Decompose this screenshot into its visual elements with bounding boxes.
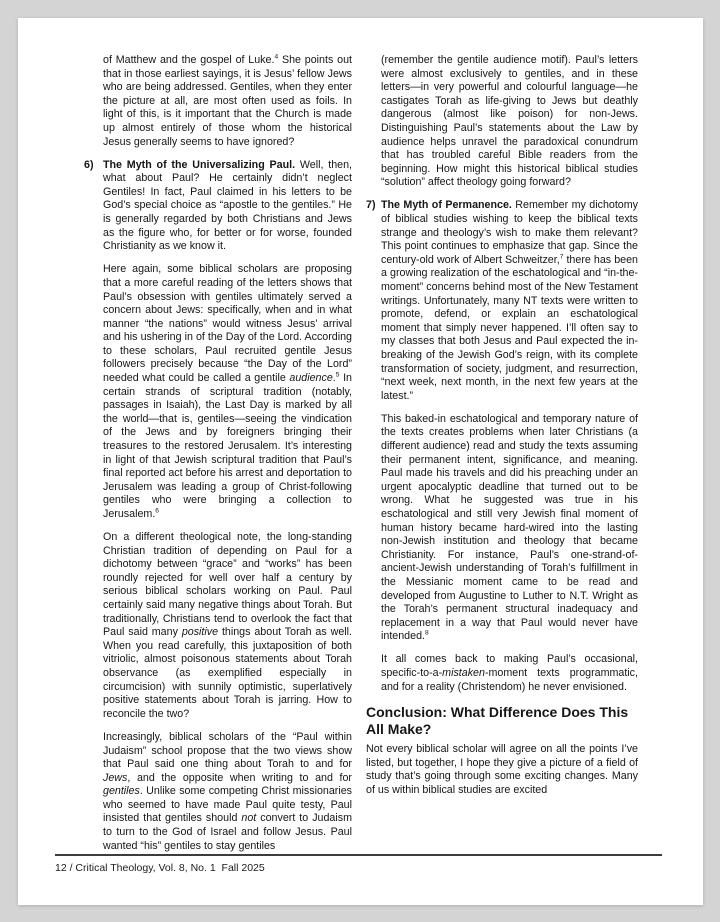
- journal-page: [18, 18, 703, 905]
- paragraph-text: This baked-in eschatological and temporary nature of the texts creates problems when later Christians (a different audience) read and study the texts assuming their permanent intent, significance, and meaning. Paul made his travels and did his preaching under an urgent apocalyptic deadline that turned out to be wrong. What he suggested was true in his eschatological and still very Jewish final moment of human history became hard-wired into the lasting non-Jewish institution and theology that became Christianity. For instance, Paul’s one-strand-of-ancient-Jewish understanding of Torah’s fulfillment in the Messianic moment came to be read and developed from Augustine to Luther to N.T. Wright as the Torah’s permanent structural inadequacy and replacement in a way that Paul would never have intended.$^8$: [381, 412, 638, 643]
- paragraph-text: The Myth of Permanence. Remember my dichotomy of biblical studies wishing to keep the biblical texts strange and theology’s wish to make them relevant? This point continues to emphasize that gap. Since the century-old work of Albert Schweitzer,$^7$ there has been a growing realization of the eschatological and “in-the-moment” concerns behind most of the New Testament writings. Unfortunately, many NT texts were written to promote, defend, or explain an eschatological moment that simply never happened. I’ll often say to my classes that both Jesus and Paul expected the in-breaking of the Jewish God’s reign, with its complete transformation of society, judgment, and resurrection, “next week, next month, in the next few years at the latest.”: [381, 199, 639, 402]
- numbered-item: [84, 158, 352, 254]
- paragraph: [103, 263, 352, 521]
- paragraph-text: It all comes back to making Paul’s occasional, specific-to-a-mistaken-moment texts programmatic, and for a reality (Christendom) he never envisioned.: [381, 653, 638, 693]
- item-number: 7): [366, 199, 376, 212]
- paragraph-text: (remember the gentile audience motif). Paul’s letters were almost exclusively to gentiles, and in these letters—in very powerful and colourful language—he castigates Torah as life-giving to Jews but deathly dangerous (almost like poison) for non-Jews. Distinguishing Paul’s statements about the Law by audience helps unravel the paradoxical conundrum that has troubled careful Bible readers from the beginning. How might this historical biblical studies “solution” affect theology going forward?: [381, 54, 638, 189]
- right-column: [366, 54, 638, 807]
- paragraph-text: Here again, some biblical scholars are proposing that a more careful reading of the letters shows that Paul’s obsession with gentiles ultimately served a concern about Jews: specifically, when and in what manner “the nations” would witness Jesus’ arrival and his ushering in of the Day of the Lord. According to these scholars, Paul recruited gentile Jesus followers precisely because “the Day of the Lord” needed what could be called a gentile audience.$^5$ In certain strands of scriptural tradition (notably, passages in Isaiah), the Last Day is marked by all the world—that is, gentiles—seeing the vindication of the Jews and by foreigners bringing their treasures to the restored Jerusalem. It’s interesting in light of that Jewish scriptural tradition that Paul’s final reported act before his arrest and deportation to Jerusalem was leading a group of Christ-following gentiles who were bringing a collection to Jerusalem.$^6$: [103, 263, 352, 520]
- paragraph: [381, 653, 638, 694]
- paragraph: [103, 531, 352, 721]
- paragraph: [103, 54, 352, 149]
- paragraph: [381, 413, 638, 644]
- footer-divider: [55, 854, 662, 856]
- paragraph: [366, 743, 638, 797]
- paragraph-text: Not every biblical scholar will agree on all the points I’ve listed, but together, I hope they give a picture of a field of study that’s going through some exciting changes. Many of us within biblical studies are excited: [366, 743, 638, 796]
- page-footer: 12 / Critical Theology, Vol. 8, No. 1 Fall 2025: [55, 862, 265, 874]
- paragraph-text: Increasingly, biblical scholars of the “Paul within Judaism” school propose that the two views show that Paul said one thing about Torah to and for Jews, and the opposite when writing to and for gentiles. Unlike some competing Christ missionaries who seemed to have made Paul quite testy, Paul insisted that gentiles should not convert to Judaism to turn to the God of Israel and follow Jesus. Paul wanted “his” gentiles to stay gentiles: [103, 730, 352, 852]
- paragraph: [381, 54, 638, 190]
- paragraph-text: of Matthew and the gospel of Luke.$^4$ She points out that in those earliest sayings, it is Jesus’ fellow Jews who are being addressed. Gentiles, when they enter the picture at all, are most often used as foils. In light of this, is it important that the Church is made up almost entirely of those whom the historical Jesus generally seems to have ignored?: [103, 53, 352, 148]
- paragraph-text: Conclusion: What Difference Does This All Make?: [366, 704, 629, 738]
- item-number: 6): [84, 158, 94, 171]
- section-heading: [366, 704, 638, 738]
- numbered-item: [366, 199, 639, 403]
- paragraph: [103, 731, 352, 853]
- left-column: [84, 54, 352, 863]
- paragraph-text: On a different theological note, the long-standing Christian tradition of depending on Paul for a dichotomy between “grace” and “works” has been roundly rejected for well over half a century by serious biblical scholars working on Paul. Paul certainly said many negative things about Torah. But traditionally, Christians tend to overlook the fact that Paul said many positive things about Torah as well. When you read carefully, this juxtaposition of both vitriolic, almost poisonous statements about Torah observance (as exemplified especially in circumcision) with sunnily optimistic, superlatively positive statements about Torah is jarring. How to reconcile the two?: [103, 531, 352, 720]
- paragraph-text: The Myth of the Universalizing Paul. Well, then, what about Paul? He certainly didn’t neglect Gentiles! In fact, Paul claimed in his letters to be God’s special choice as “apostle to the gentiles.” He is generally regarded by both Christians and Jews as the figure who, for better or for worse, founded Christianity as we know it.: [103, 158, 352, 253]
